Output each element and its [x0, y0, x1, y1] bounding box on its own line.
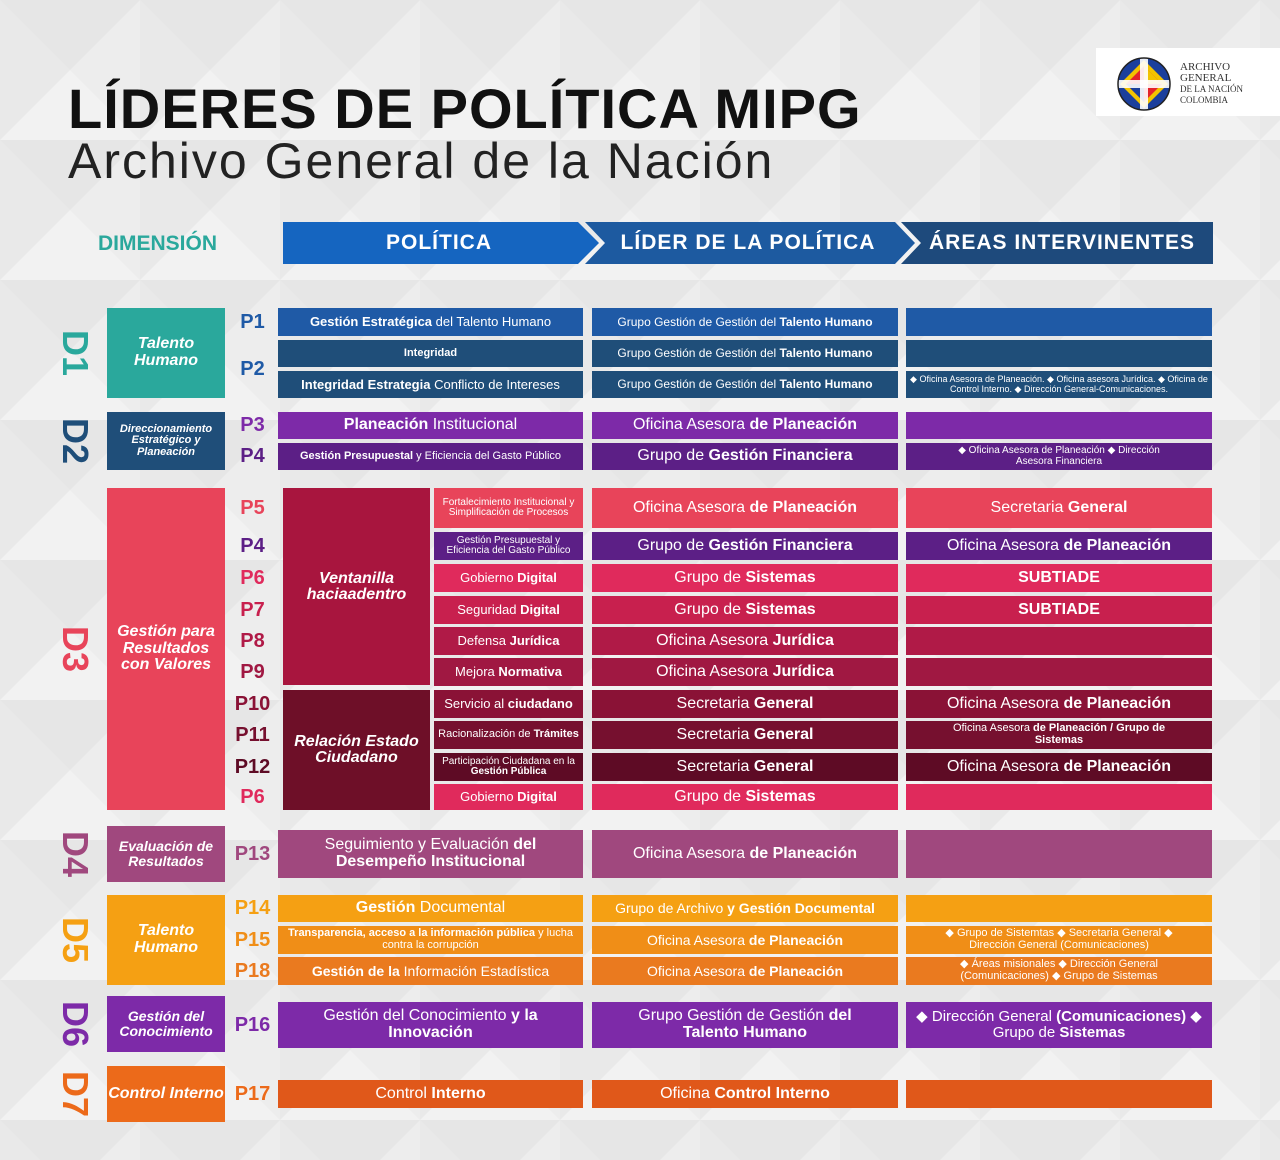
leader-cell: Grupo Gestión de Gestión del Talento Humano — [592, 371, 898, 398]
leader-cell: Grupo de Gestión Financiera — [592, 532, 898, 560]
subgroup-ventanilla: Ventanilla haciaadentro — [283, 488, 430, 685]
leader-cell: Grupo de Sistemas — [592, 564, 898, 592]
policy-cell: Fortalecimiento Institucional y Simplificación de Procesos — [434, 488, 583, 528]
policy-cell: Servicio al ciudadano — [434, 690, 583, 718]
subgroup-relacion-estado: Relación Estado Ciudadano — [283, 690, 430, 810]
policy-cell: Mejora Normativa — [434, 658, 583, 686]
policy-code: P8 — [240, 629, 265, 652]
leader-cell: Grupo Gestión de Gestión del Talento Humano — [592, 308, 898, 336]
agn-logo-icon — [1116, 56, 1172, 112]
dimension-box-d4: Evaluación de Resultados — [107, 826, 225, 882]
policy-cell: Defensa Jurídica — [434, 627, 583, 655]
policy-cell: Planeación Institucional — [278, 412, 583, 439]
dimension-box-d1: Talento Humano — [107, 308, 225, 398]
areas-cell: ◆ Grupo de Sistemtas ◆ Secretaria General ◆ Dirección General (Comunicaciones) — [906, 926, 1212, 954]
leader-cell: Grupo de Gestión Financiera — [592, 443, 898, 470]
areas-cell: Oficina Asesora de Planeación — [906, 690, 1212, 718]
areas-cell: Secretaria General — [906, 488, 1212, 528]
policy-code: P4 — [240, 445, 265, 467]
dimension-code-d4: D4 — [55, 830, 96, 878]
areas-cell — [906, 412, 1212, 439]
areas-cell: Oficina Asesora de Planeación — [906, 753, 1212, 781]
header-politica: POLÍTICA — [386, 231, 492, 254]
leader-cell: Grupo Gestión de Gestión del Talento Humano — [592, 1002, 898, 1048]
policy-cell: Integridad — [278, 340, 583, 367]
leader-cell: Oficina Asesora de Planeación — [592, 830, 898, 878]
areas-cell — [906, 830, 1212, 878]
areas-cell — [906, 308, 1212, 336]
policy-cell: Gestión del Conocimiento y la Innovación — [278, 1002, 583, 1048]
policy-cell: Seguimiento y Evaluación del Desempeño Institucional — [278, 830, 583, 878]
policy-cell: Gestión Estratégica del Talento Humano — [278, 308, 583, 336]
areas-cell — [906, 658, 1212, 686]
logo-line: ARCHIVO — [1180, 61, 1231, 73]
policy-code: P13 — [234, 842, 271, 865]
logo-line: COLOMBIA — [1180, 95, 1229, 105]
leader-cell: Grupo de Sistemas — [592, 784, 898, 810]
areas-cell: SUBTIADE — [906, 596, 1212, 624]
policy-code: P14 — [234, 897, 271, 919]
areas-cell: ◆ Oficina Asesora de Planeación ◆ Dirección Asesora Financiera — [906, 443, 1212, 470]
areas-cell: ◆ Dirección General (Comunicaciones) ◆ Grupo de Sistemas — [906, 1002, 1212, 1048]
logo-line: DE LA NACIÓN — [1180, 84, 1243, 94]
dimension-box-d6: Gestión del Conocimiento — [107, 996, 225, 1052]
header-dimension: DIMENSIÓN — [98, 232, 218, 255]
dimension-box-d3: Gestión para Resultados con Valores — [107, 488, 225, 810]
dimension-box-d7: Control Interno — [107, 1066, 225, 1122]
areas-cell: ◆ Áreas misionales ◆ Dirección General (Comunicaciones) ◆ Grupo de Sistemas — [906, 957, 1212, 985]
policy-cell: Control Interno — [278, 1080, 583, 1108]
dimension-box-d2: Direccionamiento Estratégico y Planeación — [107, 412, 225, 470]
policy-code: P15 — [234, 928, 271, 951]
dimension-code-d6: D6 — [55, 1000, 96, 1048]
dimension-code-d1: D1 — [55, 329, 96, 377]
dimension-code-d3: D3 — [55, 625, 96, 673]
leader-cell: Secretaria General — [592, 690, 898, 718]
policy-code: P6 — [240, 566, 265, 589]
areas-cell — [906, 627, 1212, 655]
policy-cell: Gestión de la Información Estadística — [278, 957, 583, 985]
policy-cell: Gestión Presupuestal y Eficiencia del Gasto Público — [278, 443, 583, 470]
policy-code: P5 — [240, 496, 265, 519]
header-areas: ÁREAS INTERVINENTES — [929, 231, 1195, 254]
policy-cell: Racionalización de Trámites — [434, 721, 583, 749]
policy-cell: Integridad Estrategia Conflicto de Intereses — [278, 371, 583, 398]
policy-code: P11 — [235, 723, 270, 746]
policy-code: P3 — [240, 414, 265, 436]
logo-text — [1180, 62, 1243, 106]
policy-code: P6 — [240, 785, 265, 808]
areas-cell: SUBTIADE — [906, 564, 1212, 592]
policy-code: P16 — [234, 1013, 271, 1036]
page-title: LÍDERES DE POLÍTICA MIPG — [68, 77, 862, 140]
policy-code: P10 — [234, 692, 271, 715]
policy-code: P9 — [240, 660, 265, 683]
dimension-code-d5: D5 — [55, 916, 96, 964]
logo-line: GENERAL — [1180, 72, 1232, 84]
areas-cell: Oficina Asesora de Planeación / Grupo de Sistemas — [906, 721, 1212, 749]
policy-cell: Seguridad Digital — [434, 596, 583, 624]
dimension-box-d5: Talento Humano — [107, 895, 225, 985]
policy-cell: Gobierno Digital — [434, 564, 583, 592]
policy-code: P17 — [234, 1082, 271, 1105]
policy-cell: Gobierno Digital — [434, 784, 583, 810]
policy-cell: Transparencia, acceso a la información pública y lucha contra la corrupción — [278, 926, 583, 954]
policy-code: P18 — [234, 959, 271, 982]
leader-cell: Oficina Asesora de Planeación — [592, 957, 898, 985]
policy-cell: Participación Ciudadana en la Gestión Pública — [434, 753, 583, 781]
policy-code: P4 — [240, 534, 265, 557]
leader-cell: Oficina Control Interno — [592, 1080, 898, 1108]
leader-cell: Oficina Asesora Jurídica — [592, 627, 898, 655]
areas-cell: ◆ Oficina Asesora de Planeación. ◆ Oficina asesora Jurídica. ◆ Oficina de Control Interno. ◆ Dirección General-Comunicaciones. — [906, 371, 1212, 398]
leader-cell: Oficina Asesora de Planeación — [592, 412, 898, 439]
areas-cell — [906, 1080, 1212, 1108]
policy-code: P1 — [240, 310, 265, 333]
policy-code: P7 — [240, 598, 265, 621]
leader-cell: Oficina Asesora de Planeación — [592, 926, 898, 954]
leader-cell: Grupo Gestión de Gestión del Talento Humano — [592, 340, 898, 367]
header-lider: LÍDER DE LA POLÍTICA — [620, 231, 876, 254]
policy-cell: Gestión Presupuestal y Eficiencia del Gasto Público — [434, 532, 583, 560]
dimension-code-d7: D7 — [55, 1070, 96, 1118]
areas-cell — [906, 895, 1212, 922]
policy-code: P2 — [240, 357, 265, 380]
leader-cell: Oficina Asesora de Planeación — [592, 488, 898, 528]
leader-cell: Oficina Asesora Jurídica — [592, 658, 898, 686]
leader-cell: Grupo de Sistemas — [592, 596, 898, 624]
leader-cell: Secretaria General — [592, 753, 898, 781]
policy-code: P12 — [234, 755, 271, 778]
areas-cell — [906, 784, 1212, 810]
leader-cell: Secretaria General — [592, 721, 898, 749]
leader-cell: Grupo de Archivo y Gestión Documental — [592, 895, 898, 922]
areas-cell — [906, 340, 1212, 367]
policy-cell: Gestión Documental — [278, 895, 583, 922]
dimension-code-d2: D2 — [55, 417, 96, 465]
areas-cell: Oficina Asesora de Planeación — [906, 532, 1212, 560]
page-subtitle: Archivo General de la Nación — [68, 133, 775, 189]
